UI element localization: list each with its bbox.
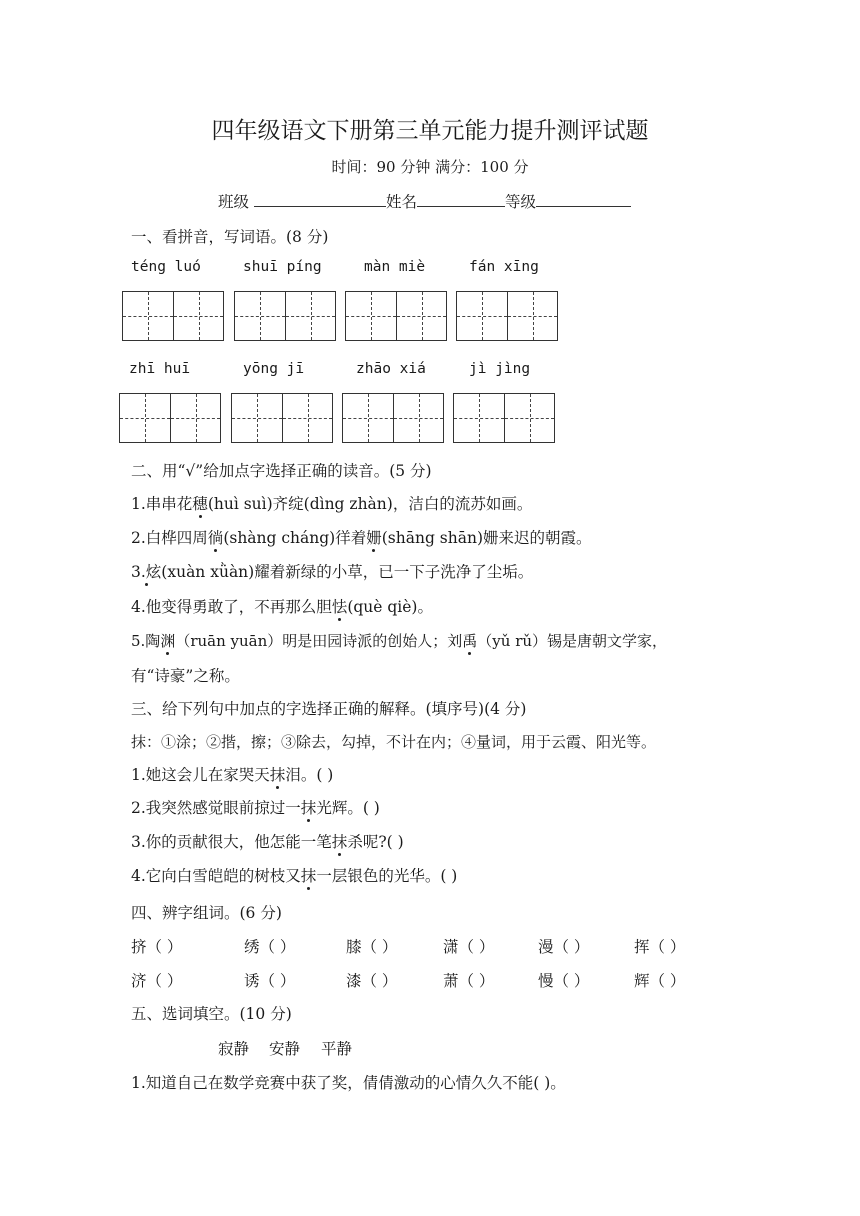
name-blank[interactable] <box>417 192 505 207</box>
question-2-2 <box>131 526 592 548</box>
section1-heading: 一、看拼音，写词语。(8 分) <box>131 228 329 246</box>
q-text: 一层银色的光华。( ) <box>316 867 458 885</box>
pinyin-8: jì jìng <box>469 361 531 377</box>
word-pair: 膝（ ） <box>346 938 398 956</box>
question-2-3 <box>131 560 533 582</box>
class-label: 班级 <box>218 193 250 211</box>
q-text: 3.你的贡献很大，他怎能一笔 <box>131 833 332 851</box>
word-pair: 萧（ ） <box>443 972 495 990</box>
writing-grid[interactable] <box>119 393 221 443</box>
writing-grid[interactable] <box>456 291 558 341</box>
q-text: 2.我突然感觉眼前掠过一 <box>131 799 301 817</box>
question-2-1 <box>131 492 532 514</box>
q-text: 光辉。( ) <box>316 799 380 817</box>
page-title: 四年级语文下册第三单元能力提升测评试题 <box>211 118 649 144</box>
grade-blank[interactable] <box>536 192 631 207</box>
q-text: 5.陶 <box>131 632 161 650</box>
word-pair: 漆（ ） <box>346 972 398 990</box>
q-text: 杀呢?( ) <box>347 833 404 851</box>
word-pair: 慢（ ） <box>538 972 590 990</box>
writing-grid[interactable] <box>342 393 444 443</box>
writing-grid[interactable] <box>453 393 555 443</box>
q-text: 1.她这会儿在家哭天 <box>131 766 270 784</box>
q-text: 4.它向白雪皑皑的树枝又 <box>131 867 301 885</box>
word-choice: 平静 <box>321 1040 353 1058</box>
word-pair: 潇（ ） <box>443 938 495 956</box>
q-text: 泪。( ) <box>285 766 334 784</box>
word-pair: 济（ ） <box>131 972 183 990</box>
pinyin-6: yōng jī <box>243 361 305 377</box>
writing-grid[interactable] <box>122 291 224 341</box>
pinyin-4: fán xīng <box>469 259 539 275</box>
pinyin-2: shuī píng <box>243 259 322 275</box>
question-2-5 <box>131 630 667 651</box>
section2-heading: 二、用“√”给加点字选择正确的读音。(5 分) <box>131 462 432 480</box>
pinyin-1: téng luó <box>131 259 201 275</box>
dotted-char: 抹 <box>331 833 348 851</box>
pinyin-5: zhī huī <box>129 361 191 377</box>
q-text: 1.串串花 <box>131 495 193 513</box>
dotted-char: 渊 <box>160 632 176 650</box>
word-pair: 诱（ ） <box>244 972 296 990</box>
word-pair: 挥（ ） <box>634 938 686 956</box>
dotted-char: 3.炫 <box>131 563 162 581</box>
q-text: 4.他变得勇敢了，不再那么胆 <box>131 598 332 616</box>
dotted-char: 抹 <box>300 799 317 817</box>
exam-time-score: 时间：90 分钟 满分：100 分 <box>331 158 529 176</box>
class-blank[interactable] <box>254 192 386 207</box>
question-3-3 <box>131 830 404 852</box>
question-2-4 <box>131 595 433 617</box>
word-pair: 漫（ ） <box>538 938 590 956</box>
q-text: (huì suì)齐绽(dìng zhàn)，洁白的流苏如画。 <box>207 495 533 513</box>
name-label: 姓名 <box>385 193 417 211</box>
definition-line: 抹：①涂；②揩，擦；③除去，勾掉，不计在内；④量词，用于云霞、阳光等。 <box>131 733 657 751</box>
q-text: (shàng cháng)徉着 <box>223 529 367 547</box>
q-text: (què qiè)。 <box>347 598 433 616</box>
q-text: (xuàn xǜàn)耀着新绿的小草，已一下子洗净了尘垢。 <box>161 563 534 581</box>
writing-grid[interactable] <box>234 291 336 341</box>
question-5-1: 1.知道自己在数学竞赛中获了奖，倩倩激动的心情久久不能( )。 <box>131 1074 566 1092</box>
dotted-char: 姗 <box>366 529 382 547</box>
word-pair: 挤（ ） <box>131 938 183 956</box>
question-2-5-continued: 有“诗豪”之称。 <box>131 667 240 685</box>
word-pair: 绣（ ） <box>244 938 296 956</box>
dotted-char: 禹 <box>462 632 478 650</box>
writing-grid[interactable] <box>231 393 333 443</box>
question-3-1 <box>131 763 333 785</box>
word-pair: 辉（ ） <box>634 972 686 990</box>
dotted-char: 徜 <box>207 529 224 547</box>
q-text: （yǔ rǔ）锡是唐朝文学家， <box>477 632 668 650</box>
pinyin-3: màn miè <box>364 259 426 275</box>
question-3-2 <box>131 796 380 818</box>
question-3-4 <box>131 864 457 886</box>
dotted-char: 穗 <box>192 495 208 513</box>
word-choice: 安静 <box>269 1040 301 1058</box>
section5-heading: 五、选词填空。(10 分) <box>131 1005 292 1023</box>
grade-label: 等级 <box>504 193 536 211</box>
q-text: 2.白桦四周 <box>131 529 208 547</box>
dotted-char: 怯 <box>331 598 348 616</box>
q-text: （ruān yuān）明是田园诗派的创始人；刘 <box>175 632 463 650</box>
dotted-char: 抹 <box>269 766 286 784</box>
dotted-char: 抹 <box>300 867 317 885</box>
section3-heading: 三、给下列句中加点的字选择正确的解释。(填序号)(4 分) <box>131 700 527 718</box>
q-text: (shāng shān)姗来迟的朝霞。 <box>381 529 592 547</box>
pinyin-7: zhāo xiá <box>356 361 426 377</box>
writing-grid[interactable] <box>345 291 447 341</box>
section4-heading: 四、辨字组词。(6 分) <box>131 904 282 922</box>
word-choice: 寂静 <box>218 1040 250 1058</box>
student-info-line <box>218 190 631 212</box>
